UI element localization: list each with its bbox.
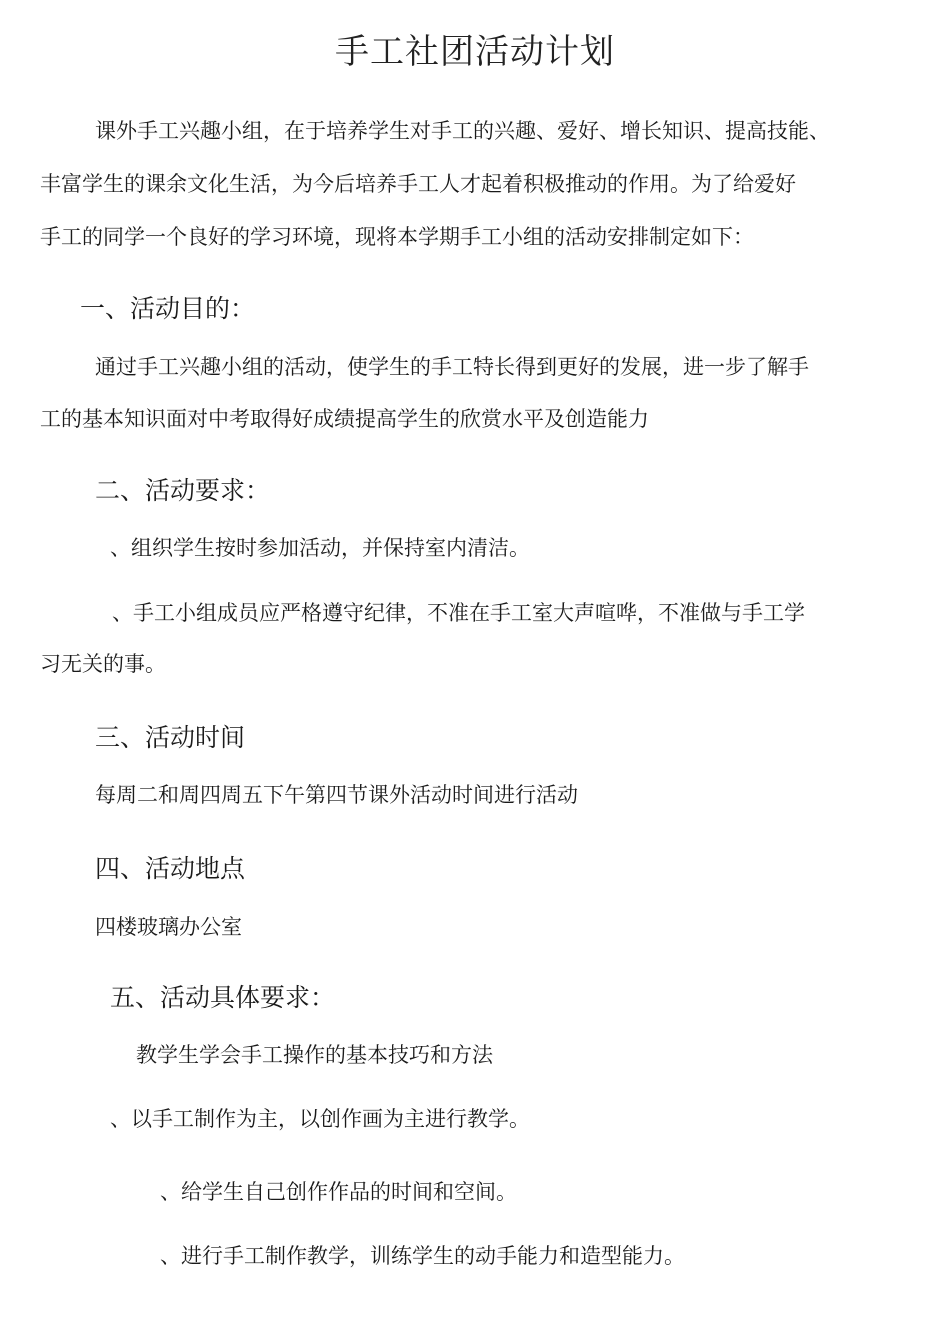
document-title: 手工社团活动计划 [335,32,615,72]
section-1-heading: 一、活动目的： [80,294,256,323]
section-1-line-2: 工的基本知识面对中考取得好成绩提高学生的欣赏水平及创造能力 [40,407,649,431]
section-2-item-2-line-2: 习无关的事。 [40,652,166,676]
section-4-text: 四楼玻璃办公室 [95,915,242,939]
intro-line-2: 丰富学生的课余文化生活，为今后培养手工人才起着积极推动的作用。为了给爱好 [40,172,796,196]
section-5-item-1: 、以手工制作为主，以创作画为主进行教学。 [110,1107,530,1131]
section-5-item-3: 、进行手工制作教学，训练学生的动手能力和造型能力。 [160,1244,685,1268]
section-2-item-2-line-1: 、手工小组成员应严格遵守纪律，不准在手工室大声喧哗，不准做与手工学 [112,601,805,625]
section-5-heading: 五、活动具体要求： [110,983,336,1012]
intro-line-3: 手工的同学一个良好的学习环境，现将本学期手工小组的活动安排制定如下： [40,225,754,249]
section-5-subheading: 教学生学会手工操作的基本技巧和方法 [136,1043,493,1067]
section-1-line-1: 通过手工兴趣小组的活动，使学生的手工特长得到更好的发展，进一步了解手 [95,355,809,379]
section-2-item-1: 、组织学生按时参加活动，并保持室内清洁。 [110,536,530,560]
section-3-heading: 三、活动时间 [95,723,246,752]
section-4-heading: 四、活动地点 [95,854,246,883]
section-5-item-2: 、给学生自己创作作品的时间和空间。 [160,1180,517,1204]
section-2-heading: 二、活动要求： [95,476,271,505]
intro-line-1: 课外手工兴趣小组，在于培养学生对手工的兴趣、爱好、增长知识、提高技能、 [95,119,830,143]
section-3-text: 每周二和周四周五下午第四节课外活动时间进行活动 [95,783,578,807]
